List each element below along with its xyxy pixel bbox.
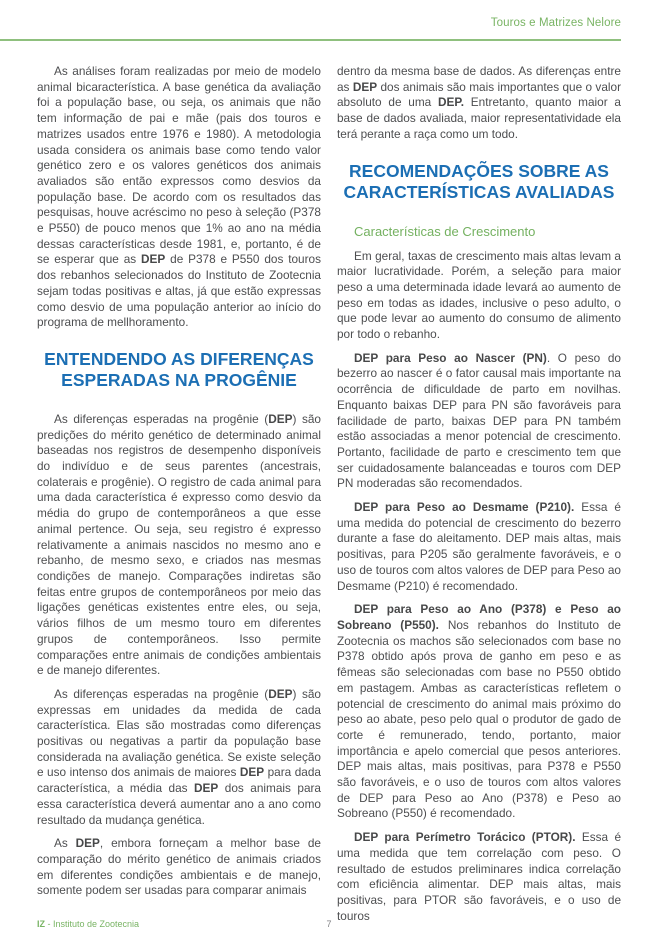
paragraph-base-dados: dentro da mesma base de dados. As diferenças entre as DEP dos animais são mais importantes que o valor absoluto de uma DEP. Entretanto, quanto maior a base de dados avaliada, maior representatividade ela terá perante a raça como um todo. (337, 64, 621, 141)
paragraph-dep-pn: DEP para Peso ao Nascer (PN). O peso do bezerro ao nascer é o fator causal mais importante na ocorrência de dificuldade de parto em novilhas. Enquanto baixas DEP para PN são favoráveis para facilidade de parto, baixas DEP para PN também estão associadas a menor potencial de crescimento. Portanto, facilidade de parto e crescimento tem que ser cuidadosamente balanceadas e touros com DEP PN moderadas são recomendados. (337, 350, 621, 491)
section-heading-entendendo-dep: ENTENDENDO AS DIFERENÇAS ESPERADAS NA PROGÊNIE (44, 348, 314, 391)
paragraph-dep-p210: DEP para Peso ao Desmame (P210). Essa é uma medida do potencial de crescimento do bezerro durante a fase do aleitamento. DEP mais altas, mais positivas, para P205 são geralmente favoráveis, e o uso de touros com altos valores de DEP para Peso ao Desmame (P210) é recomendado. (337, 500, 621, 593)
left-column (37, 64, 321, 932)
subheading-caracteristicas-crescimento: Características de Crescimento (354, 223, 536, 239)
footer-org-abbr: IZ (37, 919, 45, 929)
paragraph-dep-ptor: DEP para Perímetro Torácico (PTOR). Essa é uma medida que tem correlação com peso. O resultado de estudos preliminares indica correlação com eficiência alimentar. DEP mais altas, mais positivas, para PTOR são favoráveis, e o uso de touros (337, 830, 621, 923)
paragraph-dep-comparacao: As DEP, embora forneçam a melhor base de comparação do mérito genético de animais criados em diferentes condições ambientais e de manejo, somente podem ser usadas para comparar animais (37, 836, 321, 898)
paragraph-analises: As análises foram realizadas por meio de modelo animal bicaracterística. A base genética da avaliação foi a população base, ou seja, os animais que não tem informação de pai e mãe (pais dos touros e matrizes usados entre 1976 e 1980). A metodologia usada considera os animais base como tendo valor genético zero e os valores genéticos dos animais avaliados são então expressos como desvios da população base. De acordo com os resultados das pesquisas, houve acréscimo no peso à seleção (P378 e P550) de pouco menos que 1% ao ano na média dessas características desde 1981, e, portanto, é de se esperar que as DEP de P378 e P550 dos touros dos rebanhos selecionados do Instituto de Zootecnia sejam todas positivas e altas, já que estão expressas como desvio de uma população anterior ao início do programa de mellhoramento. (37, 64, 321, 330)
paragraph-crescimento: Em geral, taxas de crescimento mais altas levam a maior lucratividade. Porém, a seleção para maior peso a uma determinada idade levará ao aumento de peso em todas as idades, inclusive o peso adulto, o que pode levar ao aumento do consumo de alimento por todo o rebanho. (337, 248, 621, 342)
paragraph-dep-p378-p550: DEP para Peso ao Ano (P378) e Peso ao Sobreano (P550). Nos rebanhos do Instituto de Zootecnia os machos são selecionados com base no P378 obtido após prova de ganho em peso e as fêmeas são selecionadas com base no P550 obtido em pastagem. Ambas as características refletem o potencial de crescimento do animal mais próximo do peso ao abate, peso pelo qual o produtor de gado de corte é remunerado, tendo, portanto, maior importância e apelo comercial que pesos anteriores. DEP mais altas, mais positivas, para P378 e P550 são favoráveis, e o uso de touros com altos valores de DEP para Peso ao Ano (P378) e Peso ao Sobreano (P550) é recomendado. (337, 602, 621, 821)
header-rule (0, 39, 621, 41)
section-heading-recomendacoes: RECOMENDAÇÕES SOBRE AS CARACTERÍSTICAS AVALIADAS (343, 160, 615, 203)
footer-org-name: - Instituto de Zootecnia (45, 919, 140, 929)
right-column (337, 64, 621, 932)
page-number: 7 (326, 919, 332, 929)
running-head: Touros e Matrizes Nelore (490, 17, 621, 29)
two-column-content (37, 64, 621, 932)
paragraph-dep-unidades: As diferenças esperadas na progênie (DEP) são expressas em unidades da medida de cada característica. Elas são mostradas como diferenças positivas ou negativas a partir da população base considerada na avaliação genética. Se existe seleção e uso intenso dos animais de maiores DEP para dada característica, a média das DEP dos animais para essa característica deverá aumentar ano a ano como resultado da mudança genética. (37, 686, 321, 827)
paragraph-dep-definicao: As diferenças esperadas na progênie (DEP) são predições do mérito genético de determinado animal baseadas nos registros de desempenho disponíveis do indivíduo e de seus parentes (ancestrais, colaterais e progênie). O registro de cada animal para uma dada característica é expresso como desvio da média do grupo de contemporâneos a que esse animal pertence. Ou seja, seu registro é expresso relativamente a animais nascidos no mesmo ano e rebanho, de mesmo sexo, e criados nas mesmas condições de manejo. Comparações indiretas são feitas entre grupos de contemporâneos por meio das ligações genéticas existentes entre eles, ou seja, vários filhos de um mesmo touro em diferentes grupos de contemporâneos. Isso permite comparações entre animais de condições ambientais e de manejo diferentes. (37, 411, 321, 678)
